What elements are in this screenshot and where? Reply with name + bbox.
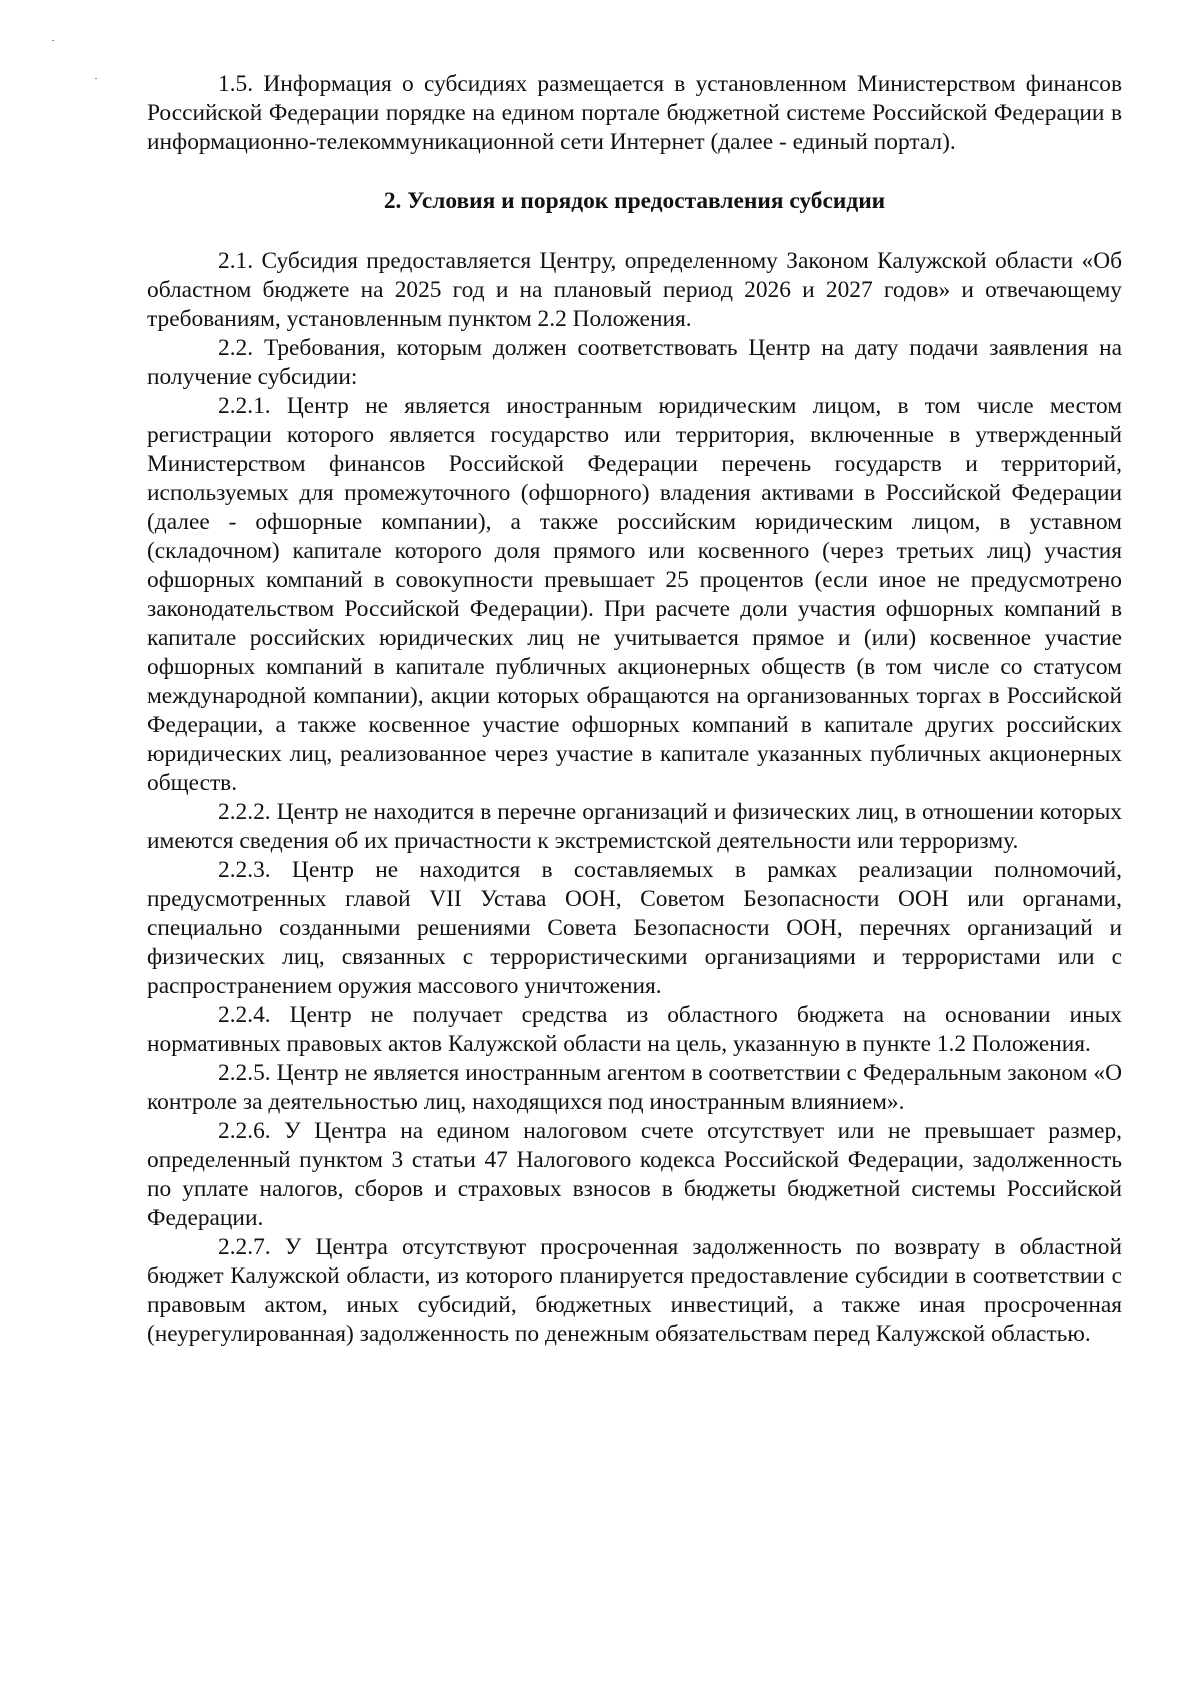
paragraph-2-2-3: 2.2.3. Центр не находится в составляемых в рамках реализации полномочий, предусмотренных главой VII Устава ООН, Советом Безопасности ООН или органами, специально созданными решениями Совета Безопасности ООН, перечнях организаций и физических лиц, связанных с террористическими организациями и террористами или с распространением оружия массового уничтожения. [147,857,1122,999]
paragraph-2-2-7: 2.2.7. У Центра отсутствуют просроченная задолженность по возврату в областной бюджет Калужской области, из которого планируется предоставление субсидии в соответствии с правовым актом, иных субсидий, бюджетных инвестиций, а также иная просроченная (неурегулированная) задолженность по денежным обязательствам перед Калужской областью. [147,1234,1122,1347]
paragraph-2-2-5: 2.2.5. Центр не является иностранным агентом в соответствии с Федеральным законом «О контроле за деятельностью лиц, находящихся под иностранным влиянием». [147,1060,1122,1115]
paragraph-2-2-6: 2.2.6. У Центра на едином налоговом счете отсутствует или не превышает размер, определенный пунктом 3 статьи 47 Налогового кодекса Российской Федерации, задолженность по уплате налогов, сборов и страховых взносов в бюджеты бюджетной системы Российской Федерации. [147,1118,1122,1231]
scan-speck [52,40,54,41]
paragraph-1-5: 1.5. Информация о субсидиях размещается в установленном Министерством финансов Российской Федерации порядке на едином портале бюджетной системе Российской Федерации в информационно-телекоммуникационной сети Интернет (далее - единый портал). [147,71,1122,155]
paragraph-2-1: 2.1. Субсидия предоставляется Центру, определенному Законом Калужской области «Об областном бюджете на 2025 год и на плановый период 2026 и 2027 годов» и отвечающему требованиям, установленным пунктом 2.2 Положения. [147,248,1122,332]
paragraph-2-2-2: 2.2.2. Центр не находится в перечне организаций и физических лиц, в отношении которых имеются сведения об их причастности к экстремистской деятельности или терроризму. [147,799,1122,854]
paragraph-2-2: 2.2. Требования, которым должен соответствовать Центр на дату подачи заявления на получение субсидии: [147,335,1122,390]
section-heading: 2. Условия и порядок предоставления субсидии [383,188,886,214]
document-body [147,70,1122,1349]
paragraph-2-2-4: 2.2.4. Центр не получает средства из областного бюджета на основании иных нормативных правовых актов Калужской области на цель, указанную в пункте 1.2 Положения. [147,1002,1122,1057]
scan-speck [95,78,97,79]
paragraph-2-2-1: 2.2.1. Центр не является иностранным юридическим лицом, в том числе местом регистрации которого является государство или территория, включенные в утвержденный Министерством финансов Российской Федерации перечень государств и территорий, используемых для промежуточного (офшорного) владения активами в Российской Федерации (далее - офшорные компании), а также российским юридическим лицом, в уставном (складочном) капитале которого доля прямого или косвенного (через третьих лиц) участия офшорных компаний в совокупности превышает 25 процентов (если иное не предусмотрено законодательством Российской Федерации). При расчете доли участия офшорных компаний в капитале российских юридических лиц не учитывается прямое и (или) косвенное участие офшорных компаний в капитале публичных акционерных обществ (в том числе со статусом международной компании), акции которых обращаются на организованных торгах в Российской Федерации, а также косвенное участие офшорных компаний в капитале других российских юридических лиц, реализованное через участие в капитале указанных публичных акционерных обществ. [147,393,1122,796]
